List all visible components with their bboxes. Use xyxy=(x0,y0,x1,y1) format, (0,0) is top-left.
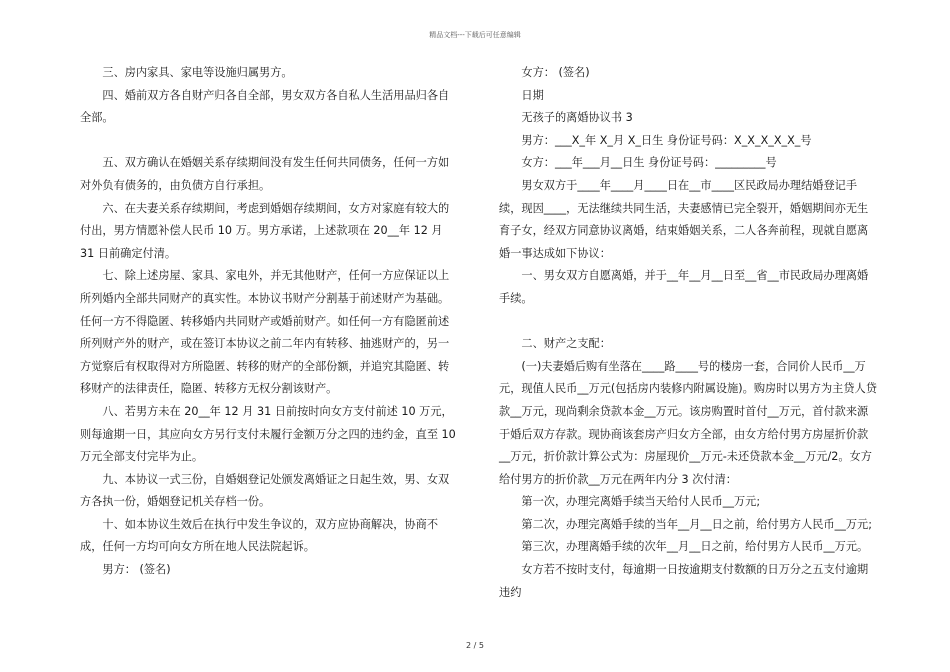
page-number: 2 / 5 xyxy=(466,641,484,650)
clause-9: 九、本协议一式三份，自婚姻登记处颁发离婚证之日起生效，男、女双方各执一份，婚姻登记机关存档一份。 xyxy=(80,472,450,509)
clause-10: 十、如本协议生效后在执行中发生争议的，双方应协商解决，协商不成，任何一方均可向女方所在地人民法院起诉。 xyxy=(80,517,439,554)
agreement-title: 无孩子的离婚协议书 3 xyxy=(521,111,633,125)
clause-1: 一、男女双方自愿离婚，并于__年__月__日至__省__市民政局办理离婚手续。 xyxy=(499,269,869,305)
property-clause: (一)夫妻婚后购有坐落在____路____号的楼房一套，合同价人民币__万元，现值人民币__万元(包括房内装修内附属设施)。购房时以男方为主贷人贷款__万元，现尚剩余贷款本金__万元。该房购置时首付__万元，首付款来源于婚后双方存款。现协商该套房产归女方全部，由女方给付男方房屋折价款__万元，折价款计算公式为：房屋现价__万元-未还贷款本金__万元/2。女方给付男方的折价款__万元在两年内分 3 次付清： xyxy=(499,359,877,486)
left-column xyxy=(80,62,456,582)
clause-3: 三、房内家具、家电等设施归属男方。 xyxy=(102,66,293,79)
clause-5: 五、双方确认在婚姻关系存续期间没有发生任何共同债务，任何一方如对外负有债务的，由负债方自行承担。 xyxy=(80,156,450,192)
clause-8: 八、若男方未在 20__年 12 月 31 日前按时向女方支付前述 10 万元，则每逾期一日，其应向女方另行支付未履行金额万分之四的违约金，直至 10 万元全部支付完毕为止。 xyxy=(80,404,456,464)
male-signature: 男方： (签名) xyxy=(102,563,171,577)
payment-third: 第三次，办理离婚手续的次年__月__日之前，给付男方人民币__万元。 xyxy=(521,540,869,554)
page-header: 精品文档---下载后可任意编辑 xyxy=(429,31,521,39)
date-label: 日期 xyxy=(521,88,544,102)
paragraph-gap xyxy=(80,130,456,153)
clause-2-heading: 二、财产之支配： xyxy=(521,337,611,351)
clause-7: 七、除上述房屋、家具、家电外，并无其他财产，任何一方应保证以上所列婚内全部共同财产的真实性。本协议书财产分割基于前述财产为基础。任何一方不得隐匿、转移婚内共同财产或婚前财产。如任何一方有隐匿前述所列财产外的财产，或在签订本协议之前二年内有转移、抽逃财产的，另一方觉察后有权取得对方所隐匿、转移的财产的全部份额，并追究其隐匿、转移财产的法律责任，隐匿、转移方无权分割该财产。 xyxy=(80,269,450,396)
payment-first: 第一次，办理完离婚手续当天给付人民币__万元; xyxy=(521,495,761,509)
clause-4: 四、婚前双方各自财产归各自全部，男女双方各自私人生活用品归各自全部。 xyxy=(80,88,450,125)
late-payment-clause: 女方若不按时支付，每逾期一日按逾期支付数额的日万分之五支付逾期违约 xyxy=(499,563,869,599)
clause-6: 六、在夫妻关系存续期间，考虑到婚姻存续期间，女方对家庭有较大的付出，男方情愿补偿人民币 10 万。男方承诺，上述款项在 20__年 12 月 31 日前确定付清。 xyxy=(80,201,450,260)
female-party-info: 女方：___年___月__日生 身份证号码：_________号 xyxy=(521,156,777,170)
preamble: 男女双方于____年____月____日在__市____区民政局办理结婚登记手续，现因____，无法继续共同生活，夫妻感情已完全裂开，婚姻期间亦无生育子女，经双方同意协议离婚，结束婚姻关系，二人各奔前程，现就自愿离婚一事达成如下协议： xyxy=(499,178,869,260)
right-column xyxy=(499,62,877,604)
male-party-info: 男方：___X_年 X_月 X_日生 身份证号码：X_X_X_X_X_号 xyxy=(521,133,812,147)
female-signature: 女方： (签名) xyxy=(521,66,590,79)
payment-second: 第二次，办理完离婚手续的当年__月__日之前，给付男方人民币__万元; xyxy=(521,517,872,531)
paragraph-gap xyxy=(499,311,877,334)
